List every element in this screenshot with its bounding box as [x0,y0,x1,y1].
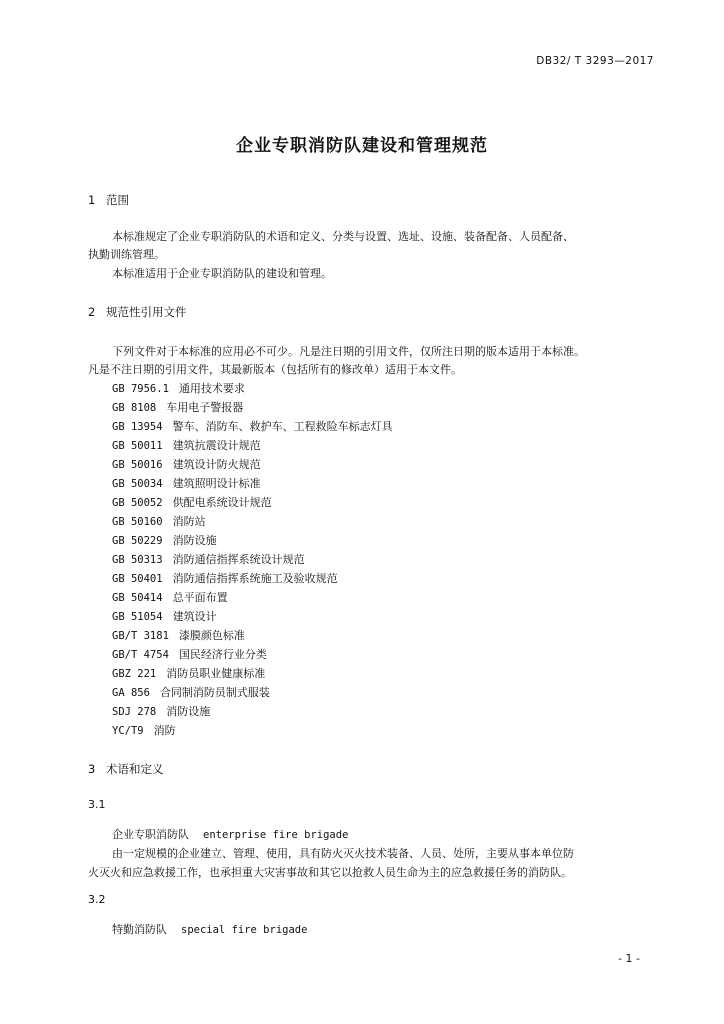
term-chinese: 特勤消防队 [112,923,167,936]
reference-code: GB 50313 [112,554,163,566]
reference-item [112,513,206,529]
reference-code: GA 856 [112,687,150,699]
reference-name: 消防员职业健康标准 [166,667,266,680]
reference-item [112,399,243,415]
reference-item [112,551,305,567]
subsection-number: 3.1 [88,798,106,811]
subsection-number: 3.2 [88,893,106,906]
definition-line: 由一定规模的企业建立、管理、使用，具有防火灭火技术装备、人员、处所，主要从事本单位防 [112,847,574,860]
reference-name: 消防 [153,724,176,737]
reference-name: 消防通信指挥系统施工及验收规范 [172,572,338,585]
section-3-heading [88,761,164,777]
reference-item [112,722,176,738]
section-number: 2 [88,305,96,319]
reference-item [112,646,267,662]
reference-code: GB 50034 [112,478,163,490]
reference-code: GB 50401 [112,573,163,585]
reference-name: 建筑设计防火规范 [172,458,261,471]
reference-name: 建筑照明设计标准 [172,477,261,490]
reference-code: GBZ 221 [112,668,157,680]
term-english: special fire brigade [181,924,308,936]
reference-name: 供配电系统设计规范 [172,496,272,509]
reference-item [112,570,338,586]
reference-name: 消防设施 [166,705,211,718]
reference-code: GB 8108 [112,402,157,414]
reference-code: SDJ 278 [112,706,157,718]
page-number: - 1 - [618,952,640,965]
reference-code: GB 50229 [112,535,163,547]
reference-item [112,684,270,700]
paragraph-line: 本标准适用于企业专职消防队的建设和管理。 [112,267,332,280]
paragraph-line: 下列文件对于本标准的应用必不可少。凡是注日期的引用文件，仅所注日期的版本适用于本标准。 [112,345,585,358]
reference-item [112,437,261,453]
section-number: 1 [88,193,96,207]
reference-name: 车用电子警报器 [166,401,244,414]
standard-id: DB32/ T 3293—2017 [536,55,654,67]
reference-name: 建筑设计 [172,610,217,623]
document-title: 企业专职消防队建设和管理规范 [236,136,488,156]
reference-name: 通用技术要求 [178,382,245,395]
term-entry [112,826,348,842]
reference-code: GB 13954 [112,421,163,433]
reference-item [112,665,265,681]
reference-name: 国民经济行业分类 [178,648,267,661]
section-1-heading [88,192,129,208]
section-title: 范围 [106,193,129,207]
reference-name: 消防通信指挥系统设计规范 [172,553,305,566]
reference-item [112,627,245,643]
reference-item [112,418,393,434]
term-entry [112,921,307,937]
reference-item [112,608,217,624]
paragraph-line: 凡是不注日期的引用文件，其最新版本（包括所有的修改单）适用于本文件。 [88,363,462,376]
reference-code: GB 50016 [112,459,163,471]
reference-code: GB 50160 [112,516,163,528]
term-chinese: 企业专职消防队 [112,828,189,841]
reference-code: GB 50052 [112,497,163,509]
reference-name: 消防站 [172,515,206,528]
reference-code: YC/T9 [112,725,144,737]
reference-item [112,589,228,605]
reference-name: 建筑抗震设计规范 [172,439,261,452]
reference-code: GB/T 4754 [112,649,169,661]
reference-item [112,475,261,491]
reference-code: GB 7956.1 [112,383,169,395]
reference-item [112,380,245,396]
reference-name: 合同制消防员制式服装 [159,686,270,699]
section-title: 规范性引用文件 [106,305,187,319]
term-english: enterprise fire brigade [203,829,349,841]
reference-code: GB 50414 [112,592,163,604]
reference-name: 漆膜颜色标准 [178,629,245,642]
definition-line: 火灭火和应急救援工作，也承担重大灾害事故和其它以抢救人员生命为主的应急救援任务的消防队。 [88,866,572,879]
reference-name: 消防设施 [172,534,217,547]
paragraph-line: 执勤训练管理。 [88,248,165,261]
reference-name: 警车、消防车、救护车、工程救险车标志灯具 [172,420,393,433]
section-title: 术语和定义 [106,762,164,776]
section-2-heading [88,304,187,320]
reference-item [112,703,210,719]
reference-name: 总平面布置 [172,591,228,604]
paragraph-line: 本标准规定了企业专职消防队的术语和定义、分类与设置、选址、设施、装备配备、人员配备、 [112,230,574,243]
reference-item [112,532,217,548]
reference-code: GB 50011 [112,440,163,452]
reference-item [112,494,272,510]
section-number: 3 [88,762,96,776]
reference-item [112,456,261,472]
reference-code: GB 51054 [112,611,163,623]
reference-code: GB/T 3181 [112,630,169,642]
